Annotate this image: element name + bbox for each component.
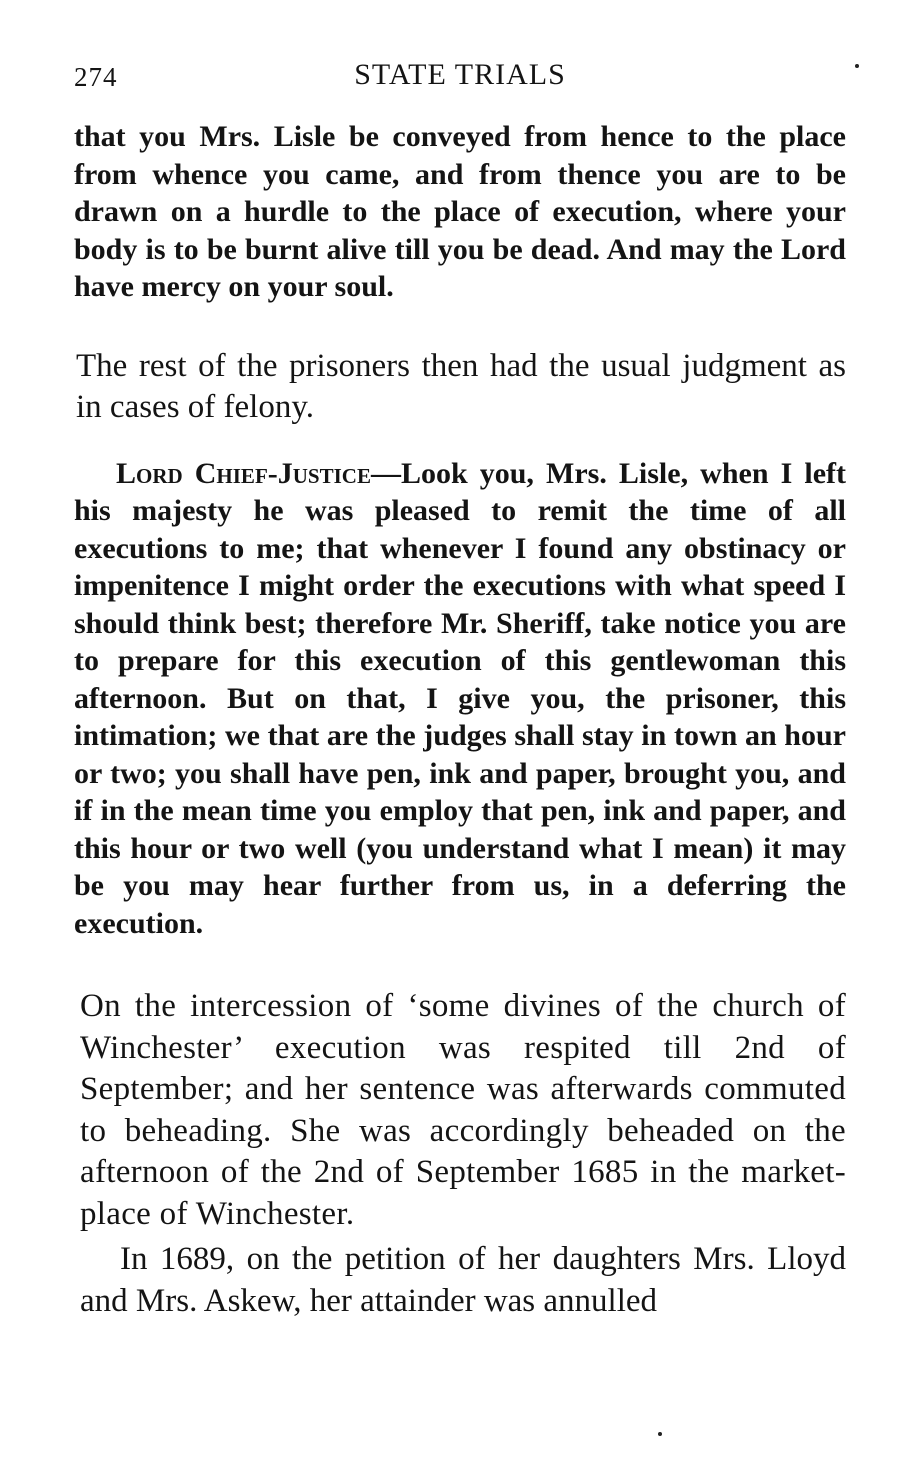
book-page — [74, 52, 846, 1322]
page-header — [74, 52, 846, 96]
speaker-name: Lord Chief-Justice — [116, 456, 371, 490]
scan-speck-bottom — [658, 1432, 662, 1436]
speech-text: —Look you, Mrs. Lisle, when I left his majesty he was pleased to remit the time of all executions to me; that whenever I found any obstinacy or impenitence I might order the executions with what speed I should think best; therefore Mr. Sheriff, take notice you are to prepare for this execution of this gentlewoman this afternoon. But on that, I give you, the prisoner, this intimation; we that are the judges shall stay in town an hour or two; you shall have pen, ink and paper, brought you, and if in the mean time you employ that pen, ink and paper, and this hour or two well (you understand what I mean) it may be you may hear further from us, in a deferring the execution. — [74, 456, 847, 940]
running-title: STATE TRIALS — [354, 58, 566, 91]
petition-paragraph: In 1689, on the petition of her daughters Mrs. Lloyd and Mrs. Askew, her attainder was annulled — [80, 1241, 846, 1319]
rest-of-prisoners-paragraph: The rest of the prisoners then had the usual judgment as in cases of felony. — [76, 347, 846, 425]
sentence-paragraph: that you Mrs. Lisle be conveyed from hence to the place from whence you came, and from thence you are to be drawn on a hurdle to the place of execution, where your body is to be burnt alive till you be dead. And may the Lord have mercy on your soul. — [74, 120, 846, 303]
scan-speck-top — [855, 64, 859, 68]
lord-chief-justice-paragraph — [74, 455, 846, 943]
page-number: 274 — [74, 62, 118, 92]
intercession-paragraph: On the intercession of ‘some divines of the church of Winchester’ execution was respited till 2nd of September; and her sentence was afterwards commuted to beheading. She was accordingly beheaded on the afternoon of the 2nd of September 1685 in the market-place of Winchester. — [80, 988, 846, 1232]
